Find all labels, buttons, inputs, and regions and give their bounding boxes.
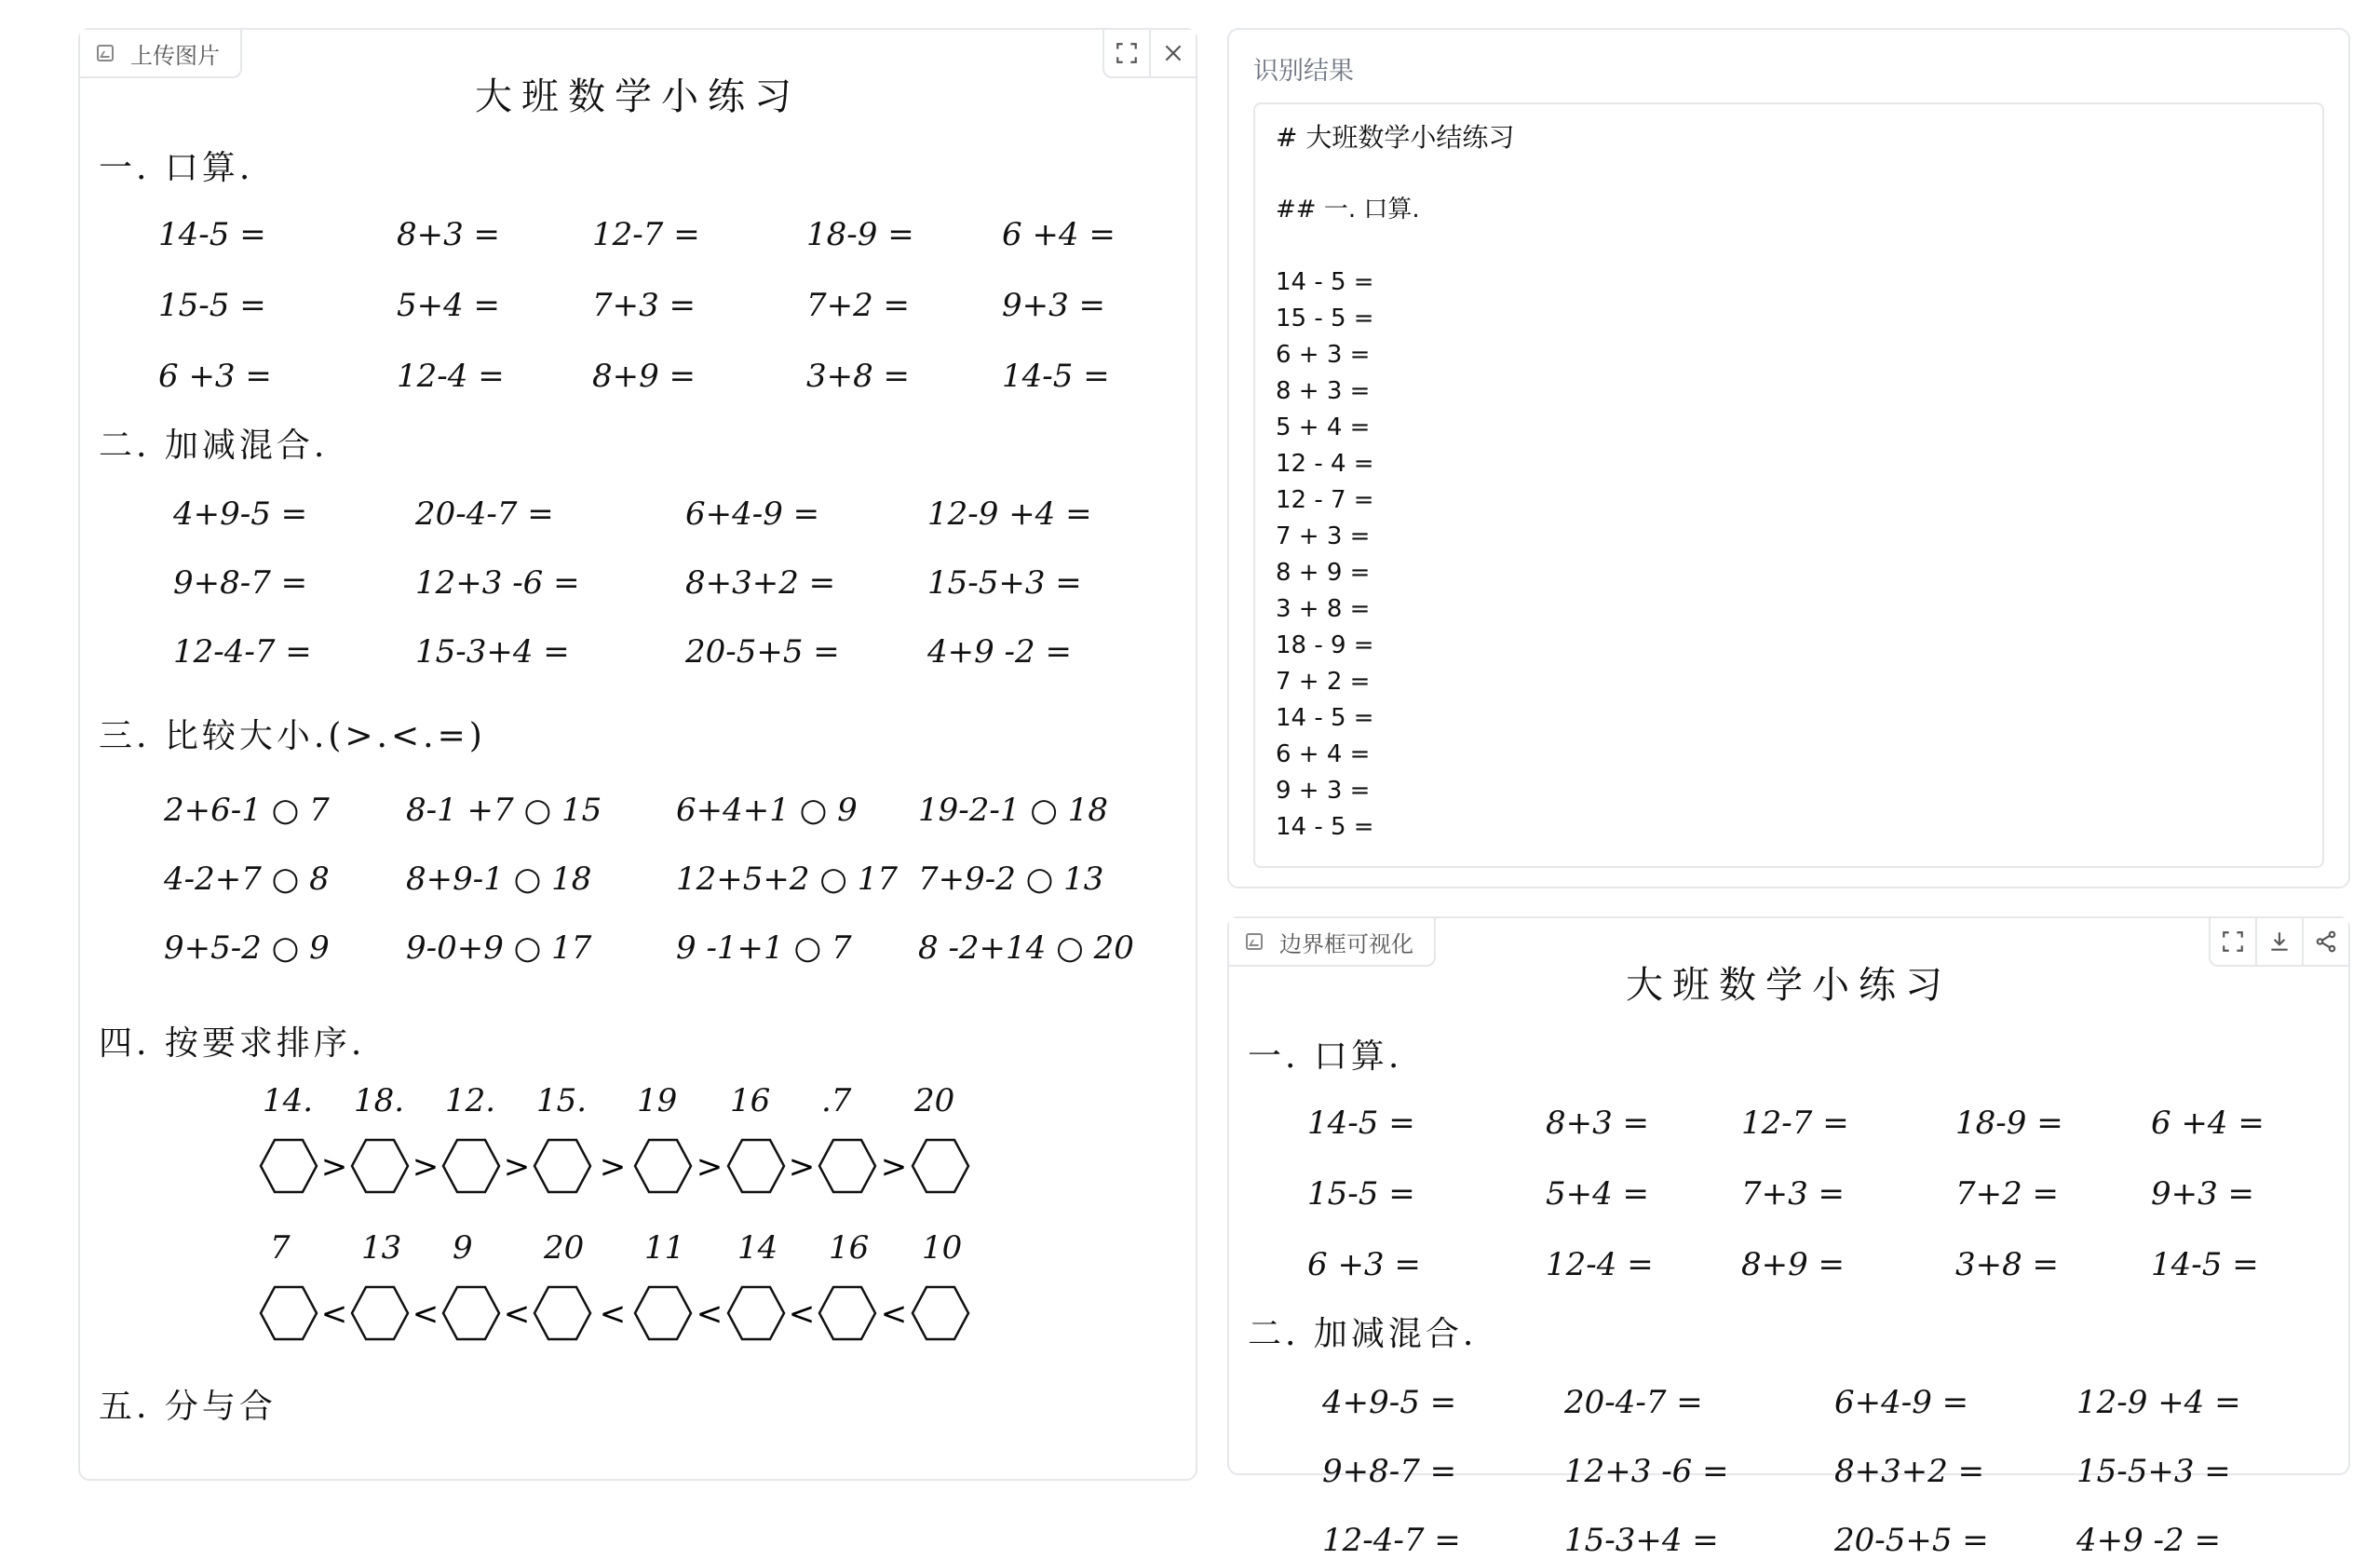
- section-heading: 四. 按要求排序.: [99, 1024, 366, 1063]
- sort-number: 14.: [263, 1082, 314, 1119]
- arithmetic-problem: 6 +4 =: [1002, 216, 1116, 253]
- mixed-problem: 12-4-7 =: [173, 633, 312, 671]
- result-line: 12 - 4 =: [1276, 450, 1374, 478]
- result-line: 15 - 5 =: [1276, 305, 1374, 332]
- sort-sign: >: [503, 1148, 531, 1186]
- mixed-problem: 4+9 -2 =: [927, 633, 1072, 671]
- bbox-tag: [1229, 918, 1436, 967]
- result-line: 6 + 3 =: [1276, 341, 1371, 369]
- sort-sign: <: [696, 1295, 723, 1333]
- sort-number: 12.: [445, 1082, 496, 1119]
- fullscreen-button[interactable]: [1104, 30, 1149, 76]
- hexagon-row: [80, 1129, 1104, 1203]
- hexagon-box: [635, 1287, 691, 1339]
- mixed-problem: 15-3+4 =: [1564, 1522, 1719, 1559]
- sort-sign: <: [788, 1295, 816, 1333]
- result-line: 14 - 5 =: [1276, 813, 1374, 841]
- sort-number: 9: [453, 1229, 473, 1267]
- download-button[interactable]: [2255, 918, 2302, 965]
- result-line: 5 + 4 =: [1276, 413, 1371, 441]
- sort-sign: >: [880, 1148, 908, 1186]
- hexagon-box: [819, 1287, 875, 1339]
- compare-problem: 9+5-2 ○ 9: [164, 929, 330, 967]
- mixed-problem: 9+8-7 =: [1322, 1453, 1457, 1490]
- mixed-problem: 9+8-7 =: [173, 564, 308, 602]
- sort-number: 7: [270, 1229, 291, 1267]
- sort-number: .7: [821, 1082, 852, 1119]
- arithmetic-problem: 5+4 =: [397, 287, 501, 324]
- sort-sign: <: [880, 1295, 908, 1333]
- result-line: 8 + 9 =: [1276, 559, 1371, 587]
- mixed-problem: 15-5+3 =: [2076, 1453, 2231, 1490]
- sort-number: 16: [730, 1082, 771, 1119]
- compare-problem: 9-0+9 ○ 17: [406, 929, 592, 967]
- result-line: ## 一. 口算.: [1276, 196, 1420, 224]
- hexagon-box: [913, 1140, 968, 1192]
- hexagon-box: [261, 1287, 317, 1339]
- sort-number: 19: [637, 1082, 678, 1119]
- worksheet-title: 大班数学小练习: [1626, 964, 1952, 1007]
- arithmetic-problem: 18-9 =: [1955, 1105, 2063, 1142]
- sort-sign: >: [788, 1148, 816, 1186]
- compare-problem: 2+6-1 ○ 7: [164, 792, 330, 829]
- upload-toolbar: [1102, 30, 1196, 78]
- mixed-problem: 8+3+2 =: [1834, 1453, 1985, 1490]
- arithmetic-problem: 7+2 =: [1955, 1175, 2060, 1213]
- section-heading: 一. 口算.: [1248, 1037, 1403, 1076]
- arithmetic-problem: 12-4 =: [397, 358, 505, 395]
- sort-sign: <: [412, 1295, 439, 1333]
- compare-problem: 8-1 +7 ○ 15: [406, 792, 602, 829]
- sort-sign: >: [412, 1148, 439, 1186]
- sort-sign: >: [320, 1148, 348, 1186]
- result-line: 8 + 3 =: [1276, 377, 1371, 405]
- mixed-problem: 20-5+5 =: [685, 633, 840, 671]
- mixed-problem: 4+9 -2 =: [2076, 1522, 2221, 1559]
- hexagon-box: [913, 1287, 968, 1339]
- sort-number: 18.: [354, 1082, 405, 1119]
- compare-problem: 6+4+1 ○ 9: [676, 792, 858, 829]
- compare-problem: 19-2-1 ○ 18: [918, 792, 1109, 829]
- section-heading: 五. 分与合: [99, 1388, 277, 1426]
- bbox-fullscreen-button[interactable]: [2211, 918, 2255, 965]
- sort-sign: <: [503, 1295, 531, 1333]
- hexagon-box: [635, 1140, 691, 1192]
- share-icon: [2314, 929, 2338, 954]
- result-line: 7 + 3 =: [1276, 522, 1371, 550]
- result-line: 14 - 5 =: [1276, 268, 1374, 296]
- mixed-problem: 15-3+4 =: [415, 633, 570, 671]
- sort-number: 16: [829, 1229, 870, 1267]
- close-button[interactable]: [1149, 30, 1196, 76]
- result-line: 14 - 5 =: [1276, 704, 1374, 732]
- arithmetic-problem: 7+3 =: [592, 287, 696, 324]
- arithmetic-problem: 6 +3 =: [1307, 1246, 1421, 1283]
- mixed-problem: 12-9 +4 =: [927, 495, 1092, 533]
- fullscreen-icon: [2221, 929, 2245, 954]
- mixed-problem: 20-4-7 =: [415, 495, 554, 533]
- hexagon-box: [534, 1140, 590, 1192]
- arithmetic-problem: 6 +3 =: [158, 358, 272, 395]
- mixed-problem: 12-4-7 =: [1322, 1522, 1461, 1559]
- image-icon: [97, 45, 114, 61]
- arithmetic-problem: 8+3 =: [1546, 1105, 1650, 1142]
- hexagon-box: [352, 1287, 408, 1339]
- arithmetic-problem: 3+8 =: [1955, 1246, 2060, 1283]
- mixed-problem: 6+4-9 =: [685, 495, 820, 533]
- result-line: 3 + 8 =: [1276, 595, 1371, 623]
- arithmetic-problem: 15-5 =: [1307, 1175, 1415, 1213]
- compare-problem: 4-2+7 ○ 8: [164, 861, 330, 898]
- hexagon-box: [819, 1140, 875, 1192]
- section-heading: 三. 比较大小.(>.<.=): [99, 717, 486, 755]
- section-heading: 一. 口算.: [99, 149, 254, 187]
- result-line: 7 + 2 =: [1276, 668, 1371, 696]
- hexagon-row: [80, 1276, 1104, 1350]
- worksheet-title: 大班数学小练习: [475, 75, 801, 118]
- mixed-problem: 20-5+5 =: [1834, 1522, 1989, 1559]
- result-line: [1276, 156, 2302, 192]
- compare-problem: 9 -1+1 ○ 7: [676, 929, 852, 967]
- mixed-problem: 12+3 -6 =: [415, 564, 580, 602]
- arithmetic-problem: 6 +4 =: [2151, 1105, 2265, 1142]
- worksheet-image: [80, 30, 1196, 1479]
- hexagon-box: [443, 1140, 499, 1192]
- sort-number: 11: [644, 1229, 685, 1267]
- bbox-label: 边界框可视化: [1279, 930, 1413, 957]
- mixed-problem: 20-4-7 =: [1564, 1384, 1703, 1421]
- result-line: [1276, 228, 2302, 264]
- sort-number: 10: [922, 1229, 963, 1267]
- sort-sign: >: [696, 1148, 723, 1186]
- result-line: 12 - 7 =: [1276, 486, 1374, 514]
- arithmetic-problem: 15-5 =: [158, 287, 266, 324]
- upload-image-tag: [80, 30, 242, 78]
- upload-image-label: 上传图片: [130, 42, 220, 69]
- mixed-problem: 15-5+3 =: [927, 564, 1082, 602]
- mixed-problem: 12+3 -6 =: [1564, 1453, 1729, 1490]
- result-line: 6 + 4 =: [1276, 740, 1371, 768]
- upload-image-panel: [78, 28, 1197, 1481]
- mixed-problem: 4+9-5 =: [1322, 1384, 1457, 1421]
- arithmetic-problem: 8+9 =: [1741, 1246, 1846, 1283]
- arithmetic-problem: 12-7 =: [1741, 1105, 1849, 1142]
- hexagon-box: [534, 1287, 590, 1339]
- worksheet-image-bbox: [1229, 918, 2348, 1559]
- result-line: 9 + 3 =: [1276, 777, 1371, 805]
- sort-number: 13: [361, 1229, 402, 1267]
- arithmetic-problem: 14-5 =: [2151, 1246, 2259, 1283]
- sort-sign: <: [599, 1295, 627, 1333]
- download-icon: [2267, 929, 2292, 954]
- close-icon: [1161, 41, 1185, 65]
- section-heading: 二. 加减混合.: [1248, 1315, 1478, 1353]
- arithmetic-problem: 14-5 =: [1002, 358, 1110, 395]
- compare-problem: 12+5+2 ○ 17: [676, 861, 899, 898]
- arithmetic-problem: 9+3 =: [2151, 1175, 2255, 1213]
- arithmetic-problem: 7+3 =: [1741, 1175, 1846, 1213]
- result-line: 18 - 9 =: [1276, 631, 1374, 659]
- hexagon-box: [352, 1140, 408, 1192]
- arithmetic-problem: 8+3 =: [397, 216, 501, 253]
- compare-problem: 8+9-1 ○ 18: [406, 861, 592, 898]
- sort-number: 20: [914, 1082, 955, 1119]
- result-title: 识别结果: [1253, 57, 1354, 86]
- result-text-box[interactable]: [1253, 102, 2324, 868]
- sort-number: 15.: [536, 1082, 588, 1119]
- recognition-result-panel: [1227, 28, 2350, 888]
- hexagon-box: [443, 1287, 499, 1339]
- sort-sign: >: [599, 1148, 627, 1186]
- sort-number: 20: [544, 1229, 585, 1267]
- hexagon-box: [728, 1140, 784, 1192]
- bbox-visualization-panel: [1227, 916, 2350, 1559]
- arithmetic-problem: 7+2 =: [806, 287, 911, 324]
- arithmetic-problem: 12-7 =: [592, 216, 700, 253]
- mixed-problem: 8+3+2 =: [685, 564, 836, 602]
- result-line: # 大班数学小结练习: [1276, 122, 1515, 153]
- arithmetic-problem: 14-5 =: [1307, 1105, 1415, 1142]
- fullscreen-icon: [1115, 41, 1139, 65]
- hexagon-box: [728, 1287, 784, 1339]
- arithmetic-problem: 9+3 =: [1002, 287, 1106, 324]
- mixed-problem: 12-9 +4 =: [2076, 1384, 2241, 1421]
- arithmetic-problem: 14-5 =: [158, 216, 266, 253]
- arithmetic-problem: 12-4 =: [1546, 1246, 1654, 1283]
- arithmetic-problem: 18-9 =: [806, 216, 914, 253]
- arithmetic-problem: 3+8 =: [806, 358, 911, 395]
- share-button[interactable]: [2302, 918, 2348, 965]
- sort-number: 14: [737, 1229, 778, 1267]
- mixed-problem: 6+4-9 =: [1834, 1384, 1969, 1421]
- compare-problem: 8 -2+14 ○ 20: [918, 929, 1134, 967]
- arithmetic-problem: 5+4 =: [1546, 1175, 1650, 1213]
- sort-sign: <: [320, 1295, 348, 1333]
- bbox-toolbar: [2209, 918, 2348, 967]
- compare-problem: 7+9-2 ○ 13: [918, 861, 1104, 898]
- mixed-problem: 4+9-5 =: [173, 495, 308, 533]
- arithmetic-problem: 8+9 =: [592, 358, 696, 395]
- hexagon-box: [261, 1140, 317, 1192]
- section-heading: 二. 加减混合.: [99, 427, 329, 465]
- image-icon: [1246, 933, 1263, 950]
